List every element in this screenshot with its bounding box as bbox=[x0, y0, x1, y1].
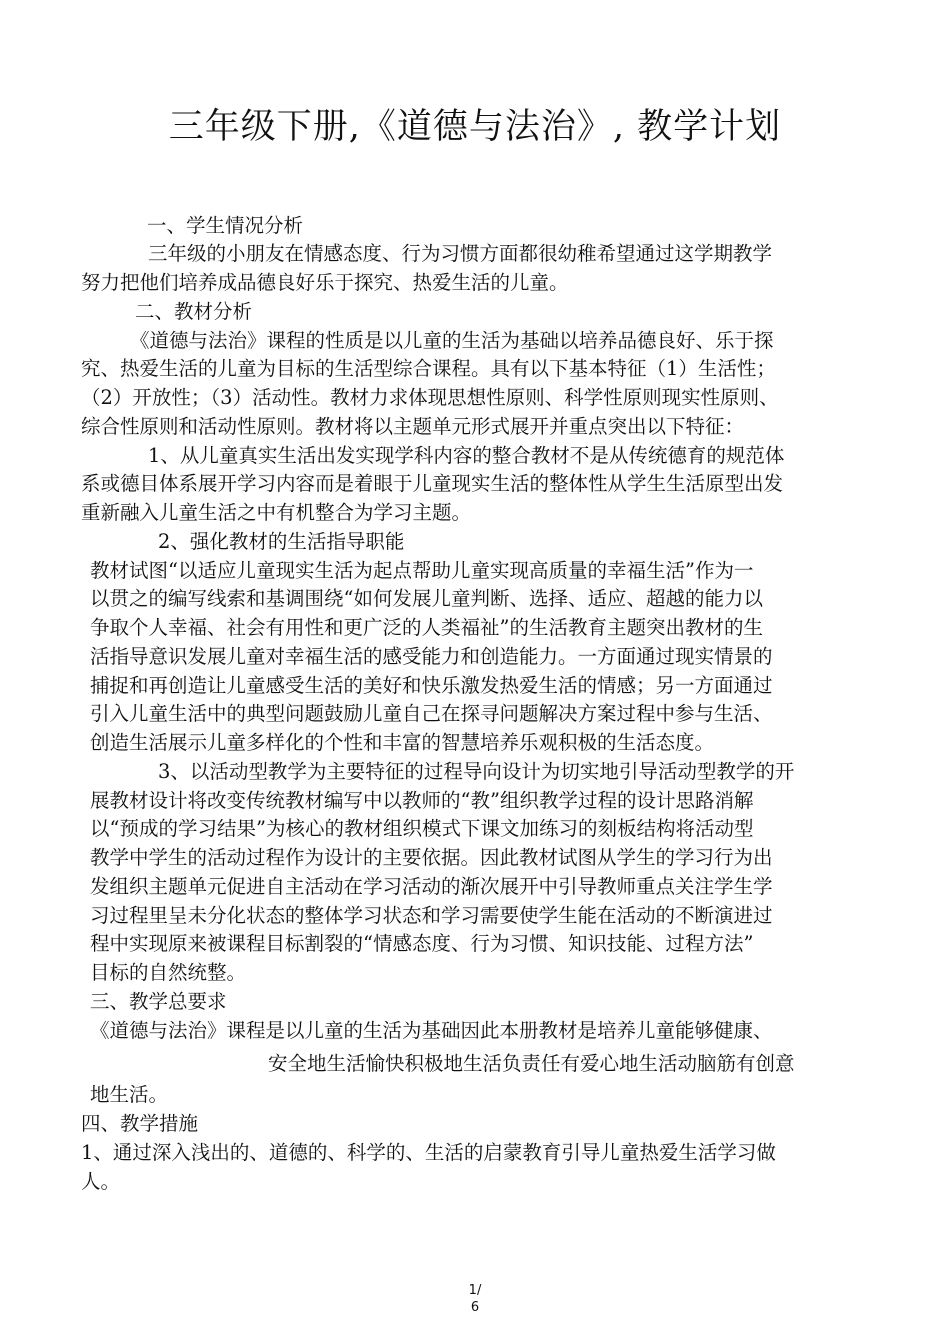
paragraph-line: 重新融入儿童生活之中有机整合为学习主题。 bbox=[81, 501, 472, 524]
paragraph-line: 捕捉和再创造让儿童感受生活的美好和快乐激发热爱生活的情感；另一方面通过 bbox=[90, 674, 773, 697]
paragraph-line: 争取个人幸福、社会有用性和更广泛的人类福祉”的生活教育主题突出教材的生 bbox=[90, 616, 763, 639]
paragraph-line: 活指导意识发展儿童对幸福生活的感受能力和创造能力。一方面通过现实情景的 bbox=[90, 645, 773, 668]
paragraph-line: 人。 bbox=[81, 1170, 121, 1193]
paragraph-line: 1、通过深入浅出的、道德的、科学的、生活的启蒙教育引导儿童热爱生活学习做 bbox=[81, 1141, 776, 1164]
paragraph-line: 地生活。 bbox=[90, 1083, 169, 1106]
page-number-bottom: 6 bbox=[470, 1300, 480, 1315]
paragraph-line: 教学中学生的活动过程作为设计的主要依据。因此教材试图从学生的学习行为出 bbox=[90, 846, 773, 869]
heading-teaching-measures: 四、教学措施 bbox=[81, 1112, 199, 1135]
paragraph-line: 发组织主题单元促进自主活动在学习活动的渐次展开中引导教师重点关注学生学 bbox=[90, 875, 773, 898]
page-number-top: 1/ bbox=[468, 1283, 482, 1298]
paragraph-line: 展教材设计将改变传统教材编写中以教师的“教”组织教学过程的设计思路消解 bbox=[90, 789, 754, 812]
paragraph-line: 创造生活展示儿童多样化的个性和丰富的智慧培养乐观积极的生活态度。 bbox=[90, 731, 715, 754]
paragraph-line: 目标的自然统整。 bbox=[90, 961, 247, 984]
paragraph-line: 《道德与法治》课程的性质是以儿童的生活为基础以培养品德良好、乐于探 bbox=[130, 329, 774, 352]
document-title: 三年级下册,《道德与法治》, 教学计划 bbox=[168, 107, 782, 147]
heading-teaching-requirements: 三、教学总要求 bbox=[90, 990, 227, 1013]
paragraph-line: 习过程里呈未分化状态的整体学习状态和学习需要使学生能在活动的不断演进过 bbox=[90, 904, 773, 927]
paragraph-line: 究、热爱生活的儿童为目标的生活型综合课程。具有以下基本特征（1）生活性； bbox=[81, 357, 776, 380]
subheading-line: 2、强化教材的生活指导职能 bbox=[158, 530, 405, 553]
paragraph-line: 1、从儿童真实生活出发实现学科内容的整合教材不是从传统德育的规范体 bbox=[148, 444, 785, 467]
paragraph-line: 引入儿童生活中的典型问题鼓励儿童自己在探寻问题解决方案过程中参与生活、 bbox=[90, 702, 773, 725]
paragraph-line: 教材试图“以适应儿童现实生活为起点帮助儿童实现高质量的幸福生活”作为一 bbox=[90, 559, 754, 582]
paragraph-line: 以“预成的学习结果”为核心的教材组织模式下课文加练习的刻板结构将活动型 bbox=[90, 817, 754, 840]
paragraph-line: 《道德与法治》课程是以儿童的生活为基础因此本册教材是培养儿童能够健康、 bbox=[90, 1019, 773, 1042]
paragraph-line: 程中实现原来被课程目标割裂的“情感态度、行为习惯、知识技能、过程方法” bbox=[90, 932, 754, 955]
paragraph-line: 系或德目体系展开学习内容而是着眼于儿童现实生活的整体性从学生生活原型出发 bbox=[81, 472, 784, 495]
heading-textbook-analysis: 二、教材分析 bbox=[135, 300, 253, 323]
paragraph-line: 综合性原则和活动性原则。教材将以主题单元形式展开并重点突出以下特征： bbox=[81, 415, 745, 438]
paragraph-line: 三年级的小朋友在情感态度、行为习惯方面都很幼稚希望通过这学期教学 bbox=[148, 242, 773, 265]
paragraph-line: 3、以活动型教学为主要特征的过程导向设计为切实地引导活动型教学的开 bbox=[158, 760, 795, 783]
heading-student-analysis: 一、学生情况分析 bbox=[147, 214, 304, 237]
paragraph-line: 努力把他们培养成品德良好乐于探究、热爱生活的儿童。 bbox=[81, 271, 569, 294]
paragraph-line: 安全地生活愉快积极地生活负责任有爱心地生活动脑筋有创意 bbox=[268, 1052, 795, 1075]
paragraph-line: 以贯之的编写线索和基调围绕“如何发展儿童判断、选择、适应、超越的能力以 bbox=[90, 587, 763, 610]
paragraph-line: （2）开放性；（3）活动性。教材力求体现思想性原则、科学性原则现实性原则、 bbox=[81, 386, 779, 409]
